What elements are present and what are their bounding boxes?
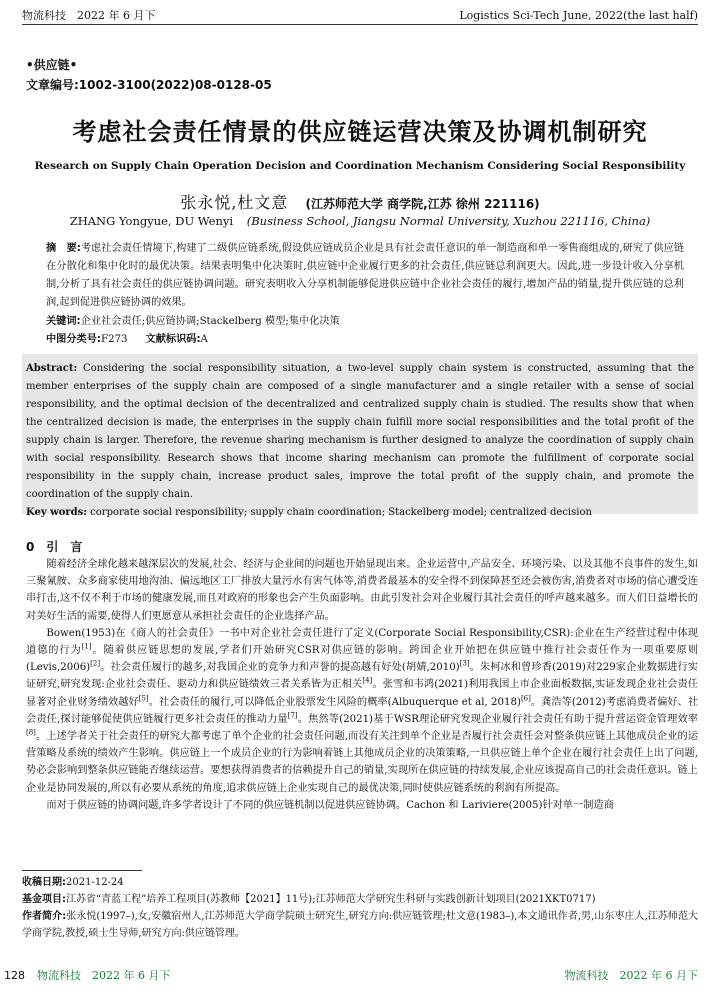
paragraph-2-text: 。社会责任履行的越多,对我国企业的竞争力和声誉的提高越有好处(胡婧,2010) bbox=[100, 662, 460, 674]
keywords-cn-label: 关键词: bbox=[46, 316, 81, 327]
footer-journal-right: 物流科技 2022 年 6 月下 bbox=[564, 969, 698, 982]
citation-marker: [4] bbox=[362, 677, 373, 686]
citation-marker: [6] bbox=[520, 694, 531, 703]
title-chinese: 考虑社会责任情景的供应链运营决策及协调机制研究 bbox=[72, 117, 648, 146]
keywords-en-label: Key words: bbox=[26, 507, 87, 518]
citation-marker: [5] bbox=[138, 694, 149, 703]
footnote-divider bbox=[22, 870, 142, 871]
abstract-en-text: Considering the social responsibility situation, a two-level supply chain system is constructed, assuming that the member enterprises of the supply chain are composed of a single manufacturer and a single retailer with a sense of social responsibility, and the optimal decision of the decentralized and centralized supply chain is studied. The results show that when the centralized decision is made, the enterprises in the supply chain fulfill more social responsibilities and the total profit of the supply chain is larger. Therefore, the revenue sharing mechanism is further designed to analyze the coordination of supply chain with social responsibility. Research shows that income sharing mechanism can promote the fulfillment of corporate social responsibility in the supply chain, increase product sales, improve the total profit of the supply chain, and promote the coordination of the supply chain. bbox=[26, 363, 694, 500]
footer-journal-left: 物流科技 2022 年 6 月下 bbox=[37, 969, 171, 982]
footnotes bbox=[22, 874, 698, 942]
doc-code-value: A bbox=[200, 334, 208, 345]
author-names-cn: 张永悦,杜文意 bbox=[180, 193, 289, 212]
title-english: Research on Supply Chain Operation Decision and Coordination Mechanism Considering Social Responsibility bbox=[34, 160, 686, 172]
citation-marker: [2] bbox=[90, 659, 101, 668]
doc-code-label: 文献标识码: bbox=[145, 334, 201, 345]
abstract-cn-text: 考虑社会责任情境下,构建了二级供应链系统,假设供应链成员企业是具有社会责任意识的单一制造商和单一零售商组成的,研究了供应链在分散化和集中化时的最优决策。结果表明集中化决策时,供应链中企业履行更多的社会责任,供应链总利润更大。因此,进一步设计收入分享机制,分析了具有社会责任的供应链协调问题。研究表明收入分享机制能够促进供应链中企业社会责任的履行,增加产品的销量,提升供应链的总利润,起到促进供应链协调的效果。 bbox=[46, 243, 685, 308]
author-bio-label: 作者简介: bbox=[22, 911, 67, 922]
received-date bbox=[22, 874, 698, 891]
section-heading-introduction bbox=[26, 538, 82, 555]
citation-marker: [8] bbox=[26, 728, 36, 737]
classification-line bbox=[46, 330, 208, 345]
paragraph-2-text: 。社会责任的履行,可以降低企业股票发生风险的概率(Albuquerque et al, 2018) bbox=[148, 696, 521, 708]
abstract-english bbox=[26, 360, 694, 504]
header-journal-en: Logistics Sci-Tech June, 2022(the last half) bbox=[459, 8, 698, 22]
paragraph-2-text: 。朱柯冰和曾珍香(2019)对229家企业数据进行实证研究,研究发现:企业社会责任、驱动力和供应链绩效三者关系皆为正相关 bbox=[26, 662, 698, 691]
abstract-chinese bbox=[46, 240, 684, 312]
keywords-chinese bbox=[46, 312, 340, 327]
paragraph-3: 而对于供应链的协调问题,许多学者设计了不同的供应链机制以促进供应链协调。Cachon 和 Lariviere(2005)针对单一制造商 bbox=[46, 799, 614, 811]
citation-marker: [3] bbox=[459, 659, 470, 668]
fund-value: 江苏省“青蓝工程”培养工程项目(苏教师【2021】11号);江苏师范大学研究生科研与实践创新计划项目(2021XKT0717) bbox=[66, 894, 596, 905]
paragraph-1: 随着经济全球化越来越深层次的发展,社会、经济与企业间的问题也开始显现出来。企业运营中,产品安全、环境污染、以及其他不良事件的发生,如三聚氰胺、众多商家使用地沟油、偏远地区工厂排放大量污水有害气体等,消费者最基本的安全得不到保障甚至还会被伤害,消费者对市场的信心遭受连串打击,这不仅不利于市场的健康发展,而且对政府的形象也会产生负面影响。由此引发社会对企业履行其社会责任的呼声越来越多。而人们日益增长的对美好生活的需要,使得人们更愿意从承担社会责任的企业选择产品。 bbox=[26, 559, 698, 622]
author-names-en: ZHANG Yongyue, DU Wenyi bbox=[69, 214, 234, 228]
authors-english bbox=[0, 214, 720, 228]
fund-label: 基金项目: bbox=[22, 894, 66, 905]
section-tag: •供应链• bbox=[26, 58, 78, 72]
received-value: 2021-12-24 bbox=[66, 877, 124, 888]
section-number: 0 bbox=[26, 540, 35, 554]
fund-project bbox=[22, 891, 698, 908]
abstract-cn-label: 摘 要: bbox=[46, 243, 81, 254]
authors-chinese bbox=[0, 190, 720, 213]
keywords-english bbox=[26, 504, 694, 522]
english-abstract-box bbox=[22, 354, 698, 518]
header-journal-cn: 物流科技 2022 年 6 月下 bbox=[22, 9, 156, 22]
paragraph-2-text: 。焦然等(2021)基于WSR理论研究发现企业履行社会责任有助于提升营运资金管理效率 bbox=[297, 713, 698, 725]
running-header bbox=[22, 6, 698, 25]
keywords-en-text: corporate social responsibility; supply chain coordination; Stackelberg model; centralized decision bbox=[87, 507, 592, 518]
section-title: 引 言 bbox=[46, 540, 83, 554]
author-bio bbox=[22, 908, 698, 942]
received-label: 收稿日期: bbox=[22, 877, 66, 888]
citation-marker: [1] bbox=[81, 642, 92, 651]
paragraph-2-text: 。随着供应链思想的发展,学者们开始研究CSR对供应链的影响。跨国企业开始把在供应链中推行社会责任作为一项重要原则(Levis,2006) bbox=[26, 645, 699, 674]
keywords-cn-text: 企业社会责任;供应链协调;Stackelberg 模型;集中化决策 bbox=[80, 316, 340, 327]
affiliation-cn: (江苏师范大学 商学院,江苏 徐州 221116) bbox=[305, 197, 540, 211]
paragraph-2 bbox=[26, 625, 698, 797]
page-number: 128 bbox=[4, 969, 25, 982]
article-number: 文章编号:1002-3100(2022)08-0128-05 bbox=[26, 78, 272, 92]
body-text bbox=[26, 556, 698, 814]
citation-marker: [7] bbox=[287, 711, 298, 720]
running-footer bbox=[4, 966, 698, 984]
clc-label: 中图分类号: bbox=[46, 334, 102, 345]
paragraph-2-text: 。龚浩等(2012)考虑消费者偏好、社会责任,探讨能够促使供应链履行更多社会责任的推动力量 bbox=[26, 696, 699, 725]
paragraph-2-text: Bowen(1953)在《商人的社会责任》一书中对企业社会责任进行了定义(Corporate Social Responsibility,CSR):企业在生产经营过程中体现道德的行为 bbox=[26, 627, 698, 657]
paragraph-2-text: 。上述学者关于社会责任的研究大都考虑了单个企业的社会责任问题,而没有关注到单个企业是否履行社会责任会对整条供应链上其他成员企业的运营策略及系统的绩效产生影响。供应链上一个成员企业的行为影响着链上其他成员企业的决策策略,一旦供应链上单个企业在履行社会责任上出了问题,势必会影响到整条供应链能否继续运营。要想获得消费者的信赖提升自己的销量,实现所在供应链的持续发展,企业应该提高自己的社会责任意识。链上企业是协同发展的,所以有必要从系统的角度,追求供应链上企业实现自己的最优决策,同时使供应链系统的利润有所提高。 bbox=[26, 731, 698, 794]
affiliation-en: (Business School, Jiangsu Normal University, Xuzhou 221116, China) bbox=[246, 214, 651, 228]
paragraph-2-text: 。张雪和韦鸿(2021)利用我国上市企业面板数据,实证发现企业社会责任显著对企业财务绩效越好 bbox=[26, 679, 698, 708]
author-bio-value: 张永悦(1997–),女,安徽宿州人,江苏师范大学商学院硕士研究生,研究方向:供应链管理;杜文意(1983–),本文通讯作者,男,山东枣庄人,江苏师范大学商学院,教授,硕士生导师,研究方向:供应链管理。 bbox=[22, 911, 699, 939]
clc-value: F273 bbox=[101, 334, 128, 345]
abstract-en-label: Abstract: bbox=[26, 363, 78, 374]
